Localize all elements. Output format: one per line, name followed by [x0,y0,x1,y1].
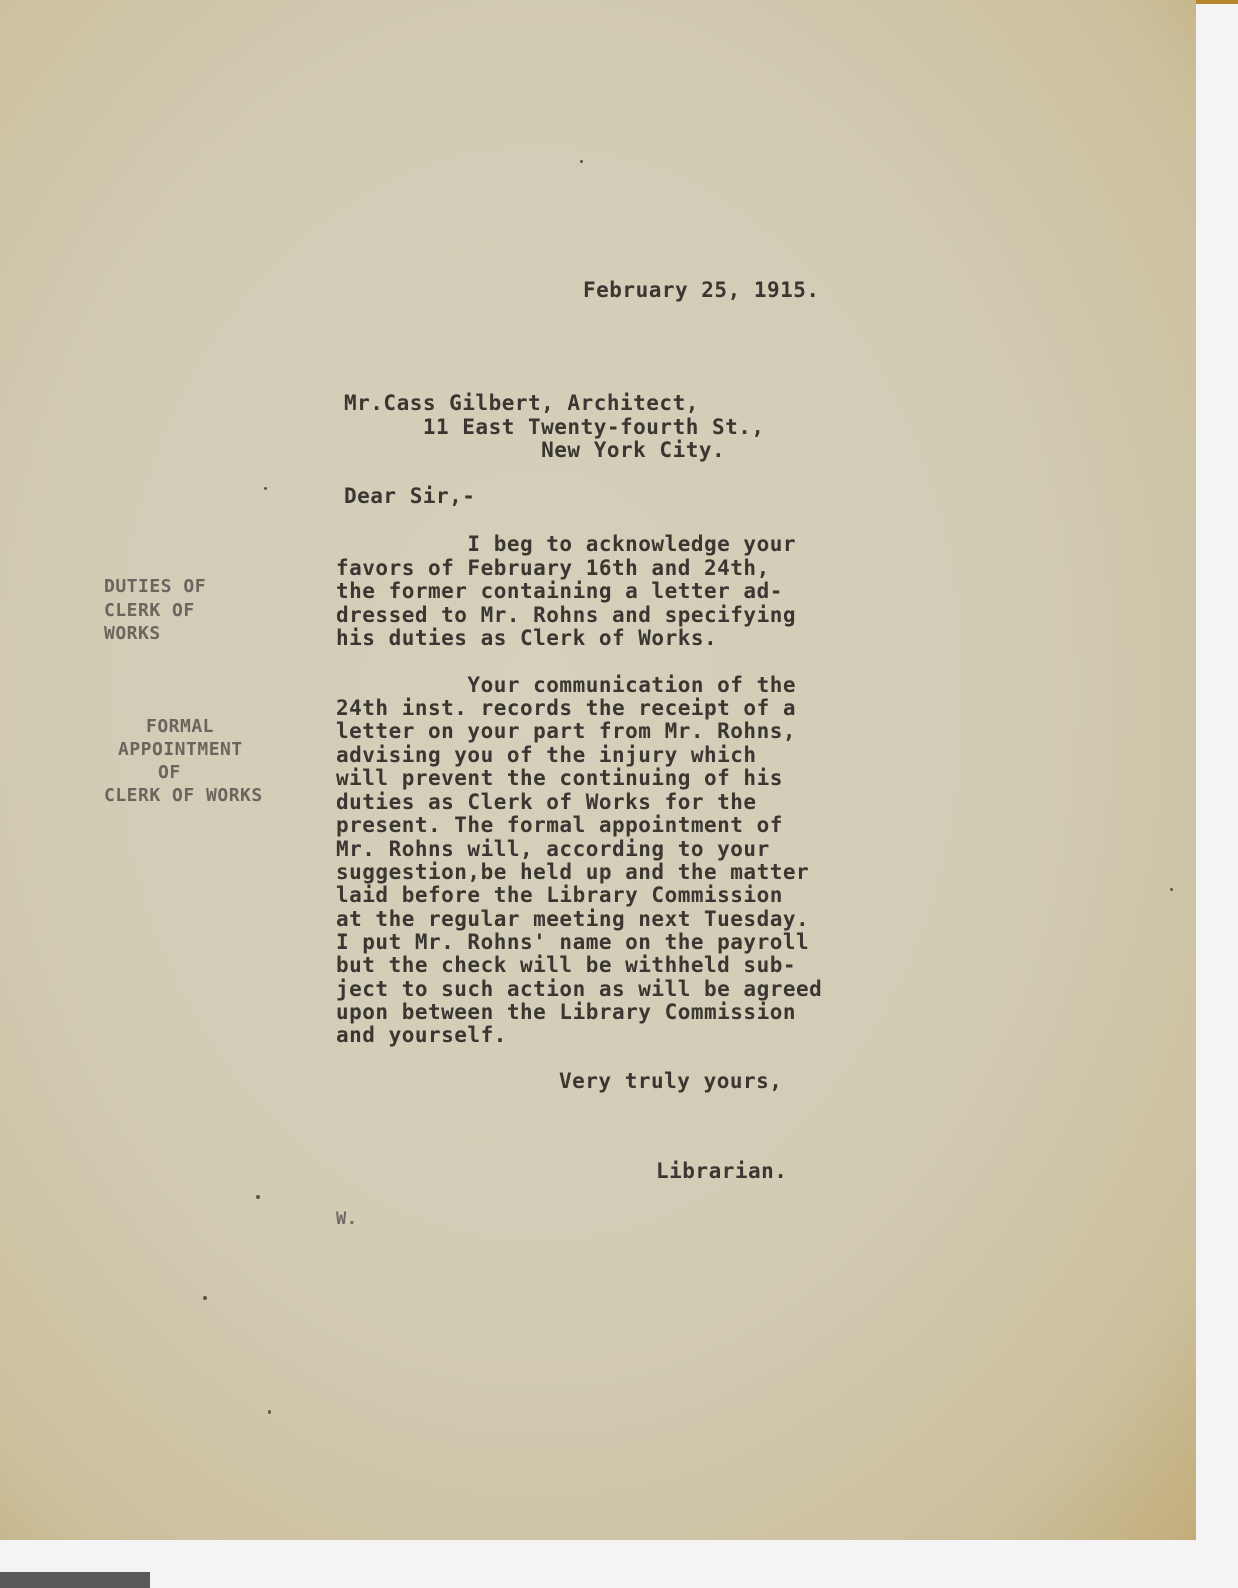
paragraph-line: and yourself. [336,1023,507,1047]
paragraph-line: favors of February 16th and 24th, [336,556,770,580]
paragraph-line: letter on your part from Mr. Rohns, [336,719,797,743]
paragraph-line: advising you of the injury which [336,743,757,767]
margin-note-line: DUTIES OF [104,576,207,597]
salutation: Dear Sir,- [344,484,476,508]
paragraph-line: will prevent the continuing of his [336,766,783,790]
paragraph-line: dressed to Mr. Rohns and specifying [336,603,797,627]
paragraph-line: the former containing a letter ad- [336,579,783,603]
paragraph-line: ject to such action as will be agreed [336,977,823,1001]
scan-border-bottom [0,1540,1238,1588]
paragraph-line: upon between the Library Commission [336,1000,797,1024]
address-line: New York City. [344,438,726,462]
paragraph-line: 24th inst. records the receipt of a [336,696,797,720]
paragraph-line: Mr. Rohns will, according to your [336,837,770,861]
paragraph-line: duties as Clerk of Works for the [336,790,757,814]
margin-note-line: CLERK OF [104,600,195,621]
paragraph-line: laid before the Library Commission [336,883,783,907]
paper-speck [203,1296,207,1300]
paragraph-line: suggestion,be held up and the matter [336,860,810,884]
paragraph-line: Your communication of the [336,673,797,697]
paper-speck [256,1195,260,1199]
paragraph-line: present. The formal appointment of [336,813,783,837]
paragraph-line: I beg to acknowledge your [336,532,797,556]
letter-date: February 25, 1915. [583,278,820,302]
margin-note-line: OF [158,762,181,783]
paper-speck [580,160,583,163]
paragraph-line: but the check will be withheld sub- [336,953,797,977]
paper-speck [1170,888,1173,891]
paper-speck [268,1410,271,1414]
margin-note-line: CLERK OF WORKS [104,785,263,806]
paragraph-line: I put Mr. Rohns' name on the payroll [336,930,810,954]
scan-tab-bottom [0,1572,150,1588]
margin-note-line: APPOINTMENT [118,739,243,760]
address-line: 11 East Twenty-fourth St., [344,415,765,439]
typist-initials: W. [336,1209,358,1229]
signature: Librarian. [656,1159,788,1183]
margin-note-line: FORMAL [146,716,215,737]
paper-speck [264,487,267,490]
scan-corner-mark [1196,0,1238,4]
paragraph-line: his duties as Clerk of Works. [336,626,718,650]
closing: Very truly yours, [559,1069,783,1093]
margin-note-line: WORKS [104,623,161,644]
scan-border-right [1196,0,1238,1540]
paragraph-line: at the regular meeting next Tuesday. [336,907,810,931]
address-line: Mr.Cass Gilbert, Architect, [344,391,699,415]
